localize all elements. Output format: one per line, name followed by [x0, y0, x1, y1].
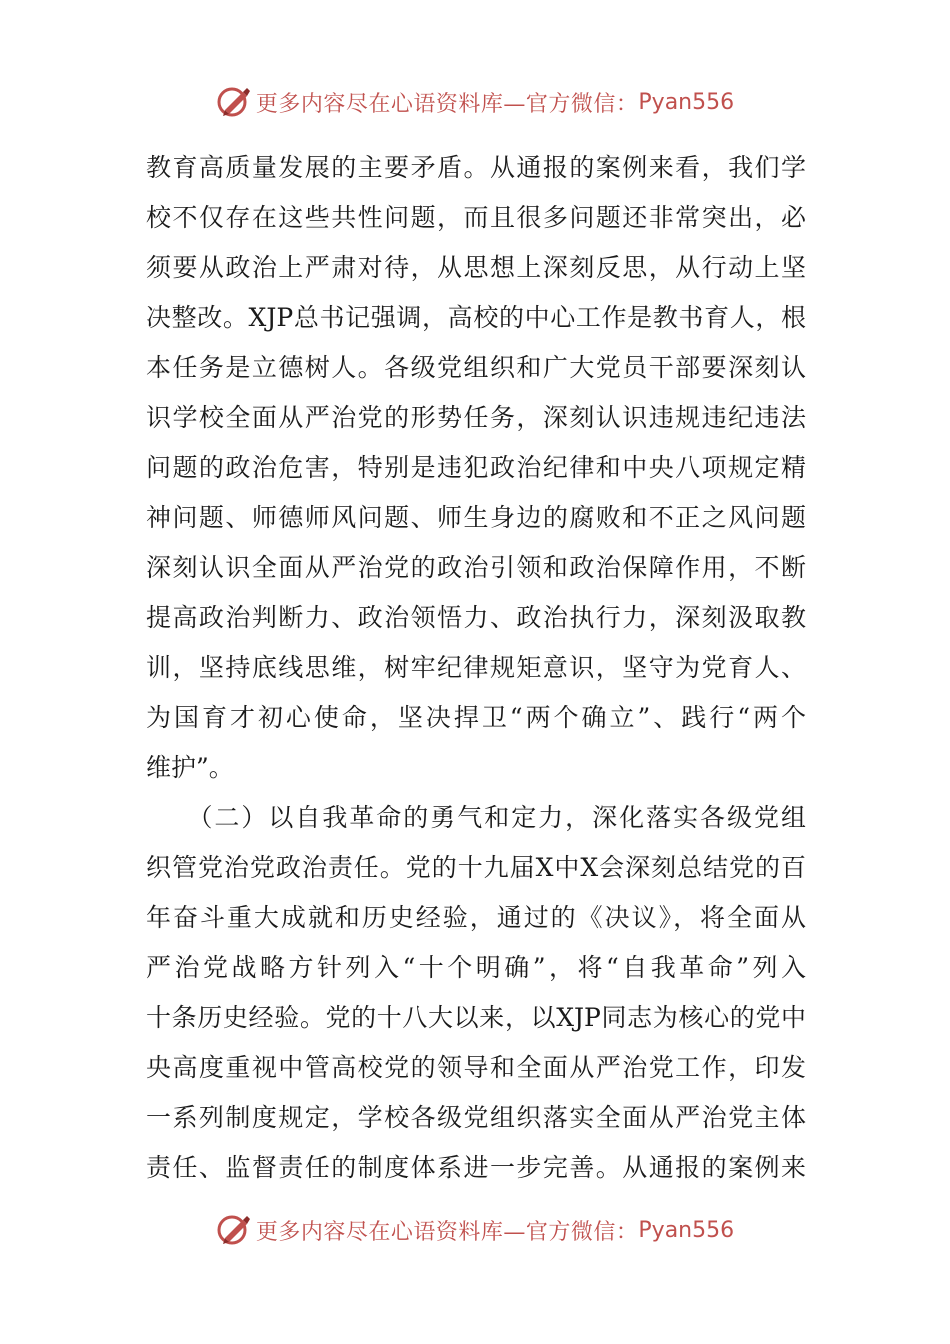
text-line: 问题的政治危害，特别是违犯政治纪律和中央八项规定精	[146, 453, 806, 482]
text-line: 维护”。	[146, 753, 234, 782]
text-line: 决整改。XJP总书记强调，高校的中心工作是教书育人，根	[146, 303, 806, 332]
footer-banner	[0, 1208, 950, 1252]
text-line: 十条历史经验。党的十八大以来，以XJP同志为核心的党中	[146, 1003, 806, 1032]
text-line: 一系列制度规定，学校各级党组织落实全面从严治党主体	[146, 1103, 806, 1132]
pen-logo-icon	[216, 84, 252, 120]
text-line: 神问题、师德师风问题、师生身边的腐败和不正之风问题	[146, 503, 806, 532]
text-line: 织管党治党政治责任。党的十九届X中X会深刻总结党的百	[146, 853, 806, 882]
banner-text: 更多内容尽在心语资料库—官方微信：	[255, 91, 639, 117]
text-line: 央高度重视中管高校党的领导和全面从严治党工作，印发	[146, 1053, 806, 1082]
text-line: 责任、监督责任的制度体系进一步完善。从通报的案例来	[146, 1153, 806, 1182]
text-line: 须要从政治上严肃对待，从思想上深刻反思，从行动上坚	[146, 253, 806, 282]
text-line: 为国育才初心使命，坚决捍卫“两个确立”、践行“两个	[146, 703, 806, 732]
text-line: 训，坚持底线思维，树牢纪律规矩意识，坚守为党育人、	[146, 653, 806, 682]
banner-text: 更多内容尽在心语资料库—官方微信：	[255, 1219, 639, 1245]
text-line: 深刻认识全面从严治党的政治引领和政治保障作用，不断	[146, 553, 806, 582]
section-heading-line: （二）以自我革命的勇气和定力，深化落实各级党组	[146, 803, 806, 832]
text-line: 识学校全面从严治党的形势任务，深刻认识违规违纪违法	[146, 403, 806, 432]
text-line: 年奋斗重大成就和历史经验，通过的《决议》，将全面从	[146, 903, 806, 932]
wechat-id: Pyan556	[638, 1217, 735, 1243]
header-banner	[0, 80, 950, 124]
pen-logo-icon	[216, 1212, 252, 1248]
text-line: 教育高质量发展的主要矛盾。从通报的案例来看，我们学	[146, 153, 806, 182]
text-line: 提高政治判断力、政治领悟力、政治执行力，深刻汲取教	[146, 603, 806, 632]
text-line: 本任务是立德树人。各级党组织和广大党员干部要深刻认	[146, 353, 806, 382]
document-body	[146, 143, 806, 1193]
text-line: 严治党战略方针列入“十个明确”，将“自我革命”列入	[146, 953, 806, 982]
wechat-id: Pyan556	[638, 89, 735, 115]
text-line: 校不仅存在这些共性问题，而且很多问题还非常突出，必	[146, 203, 806, 232]
